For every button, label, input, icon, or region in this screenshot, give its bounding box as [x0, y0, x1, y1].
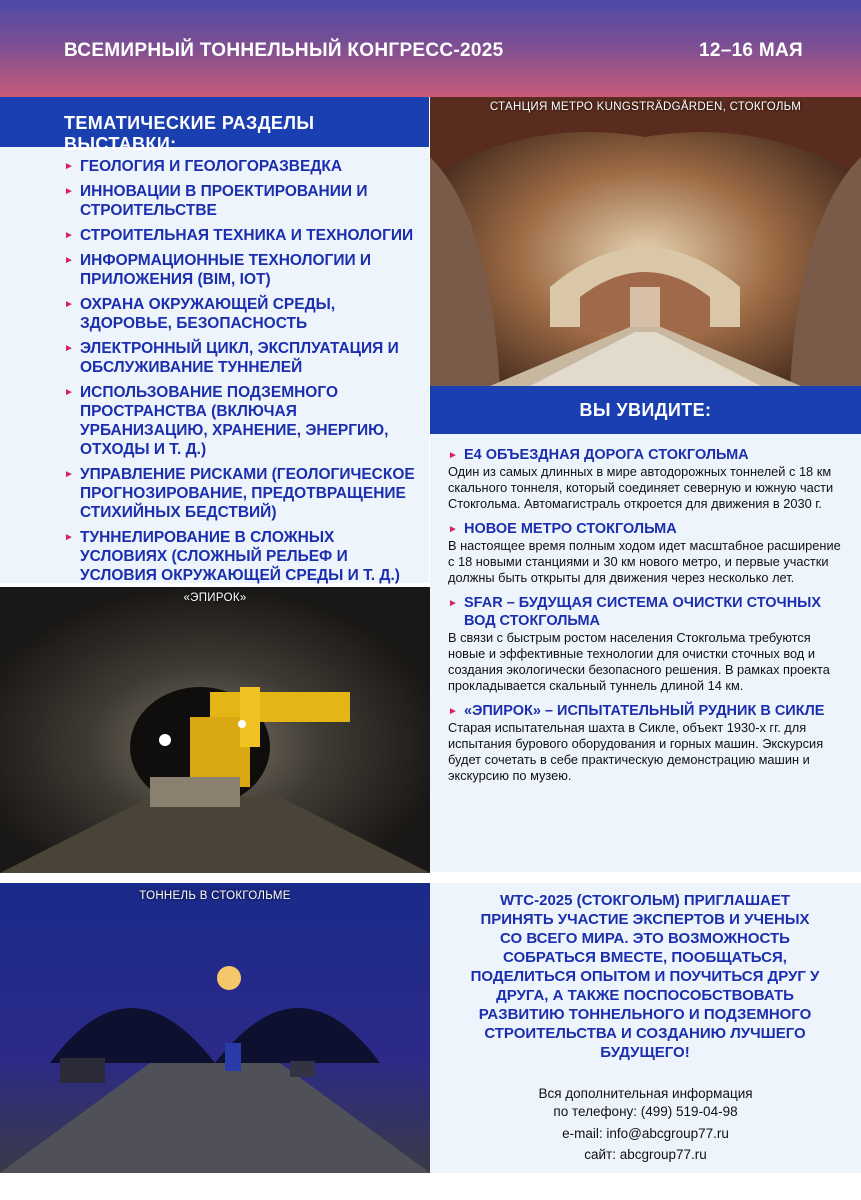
list-item: ► ОХРАНА ОКРУЖАЮЩЕЙ СРЕДЫ, ЗДОРОВЬЕ, БЕЗОПАСНОСТЬ	[64, 296, 336, 332]
event-title: ВСЕМИРНЫЙ ТОННЕЛЬНЫЙ КОНГРЕСС-2025	[64, 40, 504, 61]
bullet-arrow-icon: ►	[448, 450, 458, 461]
list-item: ► СТРОИТЕЛЬНАЯ ТЕХНИКА И ТЕХНОЛОГИИ	[64, 227, 414, 244]
highlight-item	[448, 594, 849, 694]
list-item: ► ТУННЕЛИРОВАНИЕ В СЛОЖНЫХ УСЛОВИЯХ (СЛОЖНЫЙ РЕЛЬЕФ И УСЛОВИЯ ОКРУЖАЮЩЕЙ СРЕДЫ И Т. Д.)	[64, 529, 400, 584]
highlight-title: Е4 ОБЪЕЗДНАЯ ДОРОГА СТОКГОЛЬМА	[464, 447, 749, 463]
highlight-title: «ЭПИРОК» – ИСПЫТАТЕЛЬНЫЙ РУДНИК В СИКЛЕ	[464, 703, 825, 719]
highlight-item	[448, 520, 849, 586]
bullet-arrow-icon: ►	[64, 299, 74, 310]
highlight-title: НОВОЕ МЕТРО СТОКГОЛЬМА	[464, 521, 677, 537]
stockholm-tunnel-photo	[0, 883, 430, 1173]
metro-photo-caption: СТАНЦИЯ МЕТРО KUNGSTRÄDGÅRDEN, СТОКГОЛЬМ	[489, 101, 802, 113]
bullet-arrow-icon: ►	[64, 532, 74, 543]
list-item: ► ЭЛЕКТРОННЫЙ ЦИКЛ, ЭКСПЛУАТАЦИЯ И ОБСЛУЖИВАНИЕ ТУННЕЛЕЙ	[64, 340, 399, 376]
highlight-text: Старая испытательная шахта в Сикле, объект 1930-х гг. для испытания бурового оборудования и горных машин. Экскурсия будет сочетать в себе практическую демонстрацию машин и экскурсию по музею.	[448, 720, 824, 783]
bullet-arrow-icon: ►	[448, 706, 458, 717]
highlight-text: В связи с быстрым ростом населения Стокгольма требуются новые и эффективные технологии для очистки сточных вод и создания экологически безопасного решения. В рамках проекта прокладывается скальный туннель длиной 14 км.	[448, 630, 830, 693]
list-item: ► УПРАВЛЕНИЕ РИСКАМИ (ГЕОЛОГИЧЕСКОЕ ПРОГНОЗИРОВАНИЕ, ПРЕДОТВРАЩЕНИЕ СТИХИЙНЫХ БЕДСТВИЙ)	[64, 466, 415, 521]
highlight-item	[448, 446, 849, 512]
bullet-arrow-icon: ►	[64, 230, 74, 241]
list-item: ► ИСПОЛЬЗОВАНИЕ ПОДЗЕМНОГО ПРОСТРАНСТВА (ВКЛЮЧАЯ УРБАНИЗАЦИЮ, ХРАНЕНИЕ, ЭНЕРГИЮ, ОТХОДЫ И Т. Д.)	[64, 384, 389, 458]
see-heading: ВЫ УВИДИТЕ:	[430, 386, 861, 434]
highlight-item	[448, 702, 849, 784]
invitation-text: WTC-2025 (СТОКГОЛЬМ) ПРИГЛАШАЕТ ПРИНЯТЬ УЧАСТИЕ ЭКСПЕРТОВ И УЧЕНЫХ СО ВСЕГО МИРА. ЭТО ВОЗМОЖНОСТЬ СОБРАТЬСЯ ВМЕСТЕ, ПООБЩАТЬСЯ, ПОДЕЛИТЬСЯ ОПЫТОМ И ПОУЧИТЬСЯ ДРУГ У ДРУГА, А ТАКЖЕ ПОСПОСОБСТВОВАТЬ РАЗВИТИЮ ТОННЕЛЬНОГО И ПОДЗЕМНОГО СТРОИТЕЛЬСТВА И СОЗДАНИЮ ЛУЧШЕГО БУДУЩЕГО!	[470, 892, 820, 1061]
bullet-arrow-icon: ►	[64, 343, 74, 354]
thematic-sections-panel	[0, 97, 429, 583]
info-line: Вся дополнительная информация	[538, 1086, 753, 1101]
topics-list	[0, 147, 429, 585]
bullet-arrow-icon: ►	[64, 469, 74, 480]
sections-heading: ТЕМАТИЧЕСКИЕ РАЗДЕЛЫ ВЫСТАВКИ:	[0, 97, 429, 147]
highlights-panel	[430, 434, 861, 872]
list-item: ► ИННОВАЦИИ В ПРОЕКТИРОВАНИИ И СТРОИТЕЛЬСТВЕ	[64, 183, 368, 219]
epiroc-mine-photo	[0, 587, 430, 873]
event-dates: 12–16 МАЯ	[698, 40, 803, 61]
bullet-arrow-icon: ►	[64, 387, 74, 398]
highlight-title: SFAR – БУДУЩАЯ СИСТЕМА ОЧИСТКИ СТОЧНЫХ ВОД СТОКГОЛЬМА	[464, 595, 822, 629]
bullet-arrow-icon: ►	[448, 598, 458, 609]
email-link[interactable]: e-mail: info@abcgroup77.ru	[562, 1126, 729, 1141]
list-item: ► ГЕОЛОГИЯ И ГЕОЛОГОРАЗВЕДКА	[64, 158, 343, 175]
header-banner	[0, 0, 861, 97]
highlight-text: Один из самых длинных в мире автодорожных тоннелей с 18 км скального тоннеля, который соединяет северную и южную части Стокгольма. Автомагистраль откроется для движения в 2030 г.	[448, 464, 834, 511]
tunnel-photo-caption: ТОННЕЛЬ В СТОКГОЛЬМЕ	[139, 890, 291, 902]
list-item: ► ИНФОРМАЦИОННЫЕ ТЕХНОЛОГИИ И ПРИЛОЖЕНИЯ (BIM, IOT)	[64, 252, 372, 288]
bullet-arrow-icon: ►	[64, 161, 74, 172]
bullet-arrow-icon: ►	[64, 255, 74, 266]
highlight-text: В настоящее время полным ходом идет масштабное расширение с 18 новыми станциями и 30 км нового метро, и первые участки должны быть открыты для движения через несколько лет.	[448, 538, 841, 585]
website-link[interactable]: сайт: abcgroup77.ru	[584, 1147, 707, 1162]
metro-station-photo	[430, 97, 861, 386]
epiroc-photo-caption: «ЭПИРОК»	[183, 592, 247, 604]
invitation-panel	[430, 883, 861, 1173]
bullet-arrow-icon: ►	[64, 186, 74, 197]
bullet-arrow-icon: ►	[448, 524, 458, 535]
phone-line: по телефону: (499) 519-04-98	[553, 1104, 738, 1119]
